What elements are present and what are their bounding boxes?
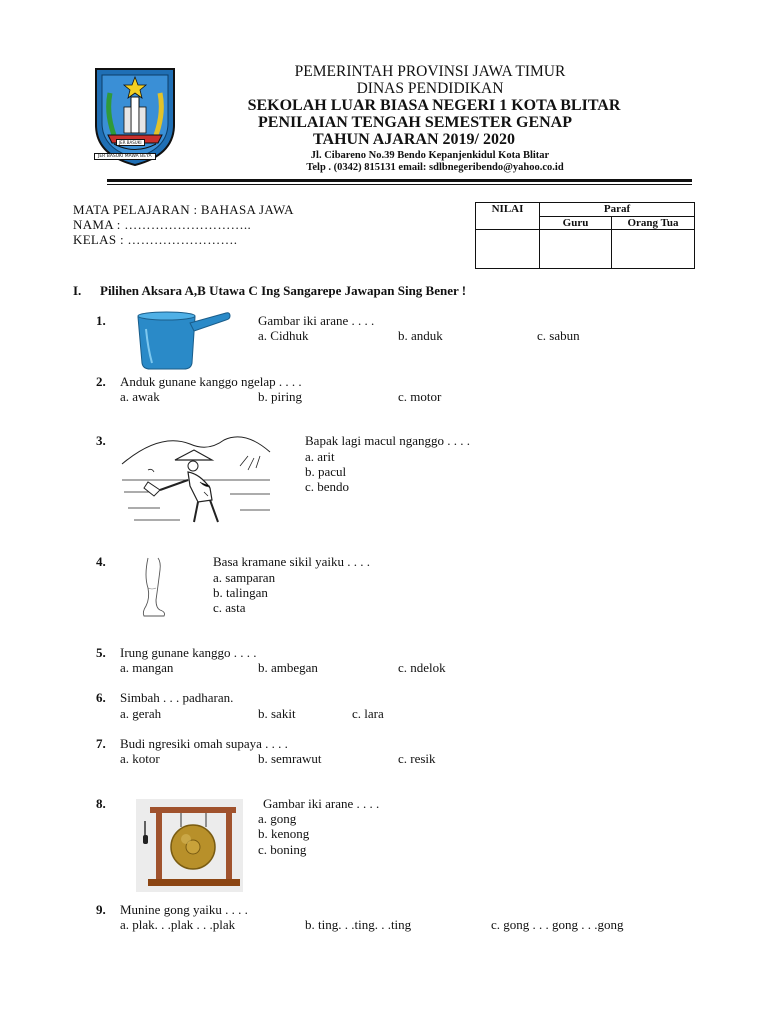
question-6-option-b[interactable]: b. sakit (258, 706, 296, 721)
question-8-number: 8. (96, 796, 106, 811)
question-1-number: 1. (96, 313, 106, 328)
question-2-option-b[interactable]: b. piring (258, 389, 303, 404)
question-5-option-c[interactable]: c. ndelok (398, 660, 446, 675)
question-7-number: 7. (96, 736, 106, 751)
header-divider-thick (107, 179, 692, 182)
guru-signature-cell (540, 230, 612, 269)
question-3-number: 3. (96, 433, 106, 448)
class-field: KELAS : ……………………. (73, 232, 238, 247)
orang-tua-header: Orang Tua (612, 217, 695, 230)
question-8-option-b[interactable]: b. kenong (258, 826, 310, 841)
grade-signature-table (475, 202, 695, 269)
orang-tua-signature-cell (612, 230, 695, 269)
question-4-text: Basa kramane sikil yaiku . . . . (213, 554, 371, 569)
question-8-option-a[interactable]: a. gong (258, 811, 297, 826)
question-3-option-a[interactable]: a. arit (305, 449, 335, 464)
question-9-option-c[interactable]: c. gong . . . gong . . .gong (491, 917, 624, 932)
question-9-option-a[interactable]: a. plak. . .plak . . .plak (120, 917, 236, 932)
name-field: NAMA : ……………………….. (73, 217, 252, 232)
header-divider-thin (107, 184, 692, 185)
subject-line: MATA PELAJARAN : BAHASA JAWA (73, 202, 294, 217)
question-2-option-c[interactable]: c. motor (398, 389, 442, 404)
question-1-option-b[interactable]: b. anduk (398, 328, 443, 343)
question-5-number: 5. (96, 645, 106, 660)
water-dipper-image (136, 309, 232, 376)
paraf-header: Paraf (540, 203, 695, 217)
nilai-header: NILAI (476, 203, 540, 230)
question-4-option-c[interactable]: c. asta (213, 600, 246, 615)
question-6-text: Simbah . . . padharan. (120, 690, 234, 705)
question-6-option-a[interactable]: a. gerah (120, 706, 162, 721)
question-1-option-a[interactable]: a. Cidhuk (258, 328, 309, 343)
leg-foot-image (136, 556, 176, 625)
question-7-text: Budi ngresiki omah supaya . . . . (120, 736, 288, 751)
question-7-option-b[interactable]: b. semrawut (258, 751, 322, 766)
question-1-text: Gambar iki arane . . . . (258, 313, 375, 328)
question-6-option-c[interactable]: c. lara (352, 706, 384, 721)
section-number: I. (73, 283, 82, 298)
question-7-option-a[interactable]: a. kotor (120, 751, 160, 766)
question-4-option-a[interactable]: a. samparan (213, 570, 276, 585)
guru-header: Guru (540, 217, 612, 230)
question-9-number: 9. (96, 902, 106, 917)
question-7-option-c[interactable]: c. resik (398, 751, 436, 766)
question-8-option-c[interactable]: c. boning (258, 842, 307, 857)
question-6-number: 6. (96, 690, 106, 705)
farmer-hoeing-image (120, 430, 275, 531)
question-3-option-c[interactable]: c. bendo (305, 479, 350, 494)
question-2-text: Anduk gunane kanggo ngelap . . . . (120, 374, 302, 389)
section-instruction: Pilihen Aksara A,B Utawa C Ing Sangarepe Jawapan Sing Bener ! (100, 283, 467, 298)
question-9-option-b[interactable]: b. ting. . .ting. . .ting (305, 917, 412, 932)
east-java-coat-of-arms-logo (88, 63, 182, 167)
gong-image (136, 799, 243, 897)
question-4-number: 4. (96, 554, 106, 569)
logo-banner-top: JER BASUKI (116, 139, 145, 146)
question-3-text: Bapak lagi macul nganggo . . . . (305, 433, 470, 448)
question-2-number: 2. (96, 374, 106, 389)
nilai-cell (476, 230, 540, 269)
question-5-text: Irung gunane kanggo . . . . (120, 645, 257, 660)
question-5-option-a[interactable]: a. mangan (120, 660, 174, 675)
question-5-option-b[interactable]: b. ambegan (258, 660, 318, 675)
question-9-text: Munine gong yaiku . . . . (120, 902, 248, 917)
question-3-option-b[interactable]: b. pacul (305, 464, 347, 479)
question-2-option-a[interactable]: a. awak (120, 389, 160, 404)
question-8-text: Gambar iki arane . . . . (263, 796, 380, 811)
logo-banner-bottom: JER BASUKI MAWA BEYA (94, 153, 156, 160)
question-1-option-c[interactable]: c. sabun (537, 328, 580, 343)
question-4-option-b[interactable]: b. talingan (213, 585, 268, 600)
